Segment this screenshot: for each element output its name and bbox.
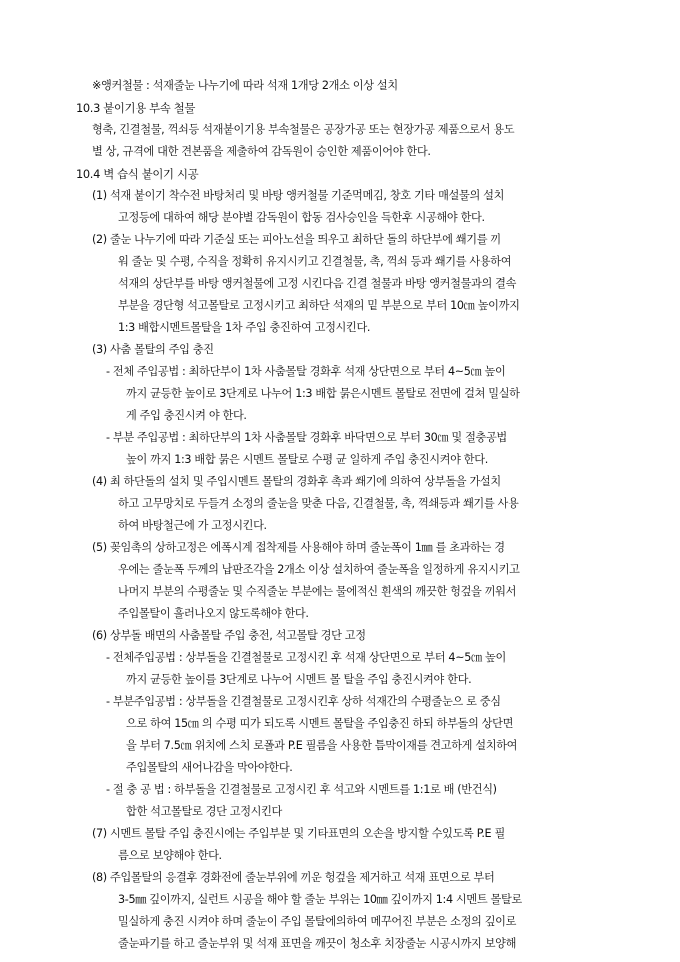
paragraph-line: 별 상, 규격에 대한 견본품을 제출하여 감독원이 승인한 제품이어야 한다. — [92, 145, 431, 158]
item-2-line: 워 줄눈 및 수평, 수직을 정확히 유지시키고 긴결철물, 촉, 꺽쇠 등과 쐐기를 사용하여 — [118, 255, 512, 268]
item-2-line: 1:3 배합시멘트몰탈을 1차 주입 충진하여 고정시킨다. — [118, 321, 371, 334]
item-4-line: 하고 고무망치로 두들겨 소정의 줄눈을 맞춘 다음, 긴결철물, 촉, 꺽쇄등과 쐐기를 사용 — [118, 497, 519, 510]
item-2-line: 부분을 경단형 석고몰탈로 고정시키고 최하단 석재의 밑 부분으로 부터 10㎝ 높이까지 — [118, 299, 520, 312]
section-heading-10-3: 10.3 붙이기용 부속 철물 — [76, 101, 196, 115]
item-6-bullet-line: 까지 균등한 높이를 3단계로 나누어 시멘트 몰 탈을 주입 충진시켜야 한다. — [126, 673, 472, 686]
item-3-bullet-line: 게 주입 충진시켜 야 한다. — [126, 409, 247, 422]
item-1-line: (1) 석재 붙이기 착수전 바탕처리 및 바탕 앵커철물 기준먹메김, 창호 기타 매설물의 설치 — [92, 189, 505, 202]
item-5-line: 우에는 줄눈폭 두께의 납판조각을 2개소 이상 설치하여 줄눈폭을 일정하게 유지시키고 — [118, 563, 520, 576]
item-6-bullet-line: 합한 석고몰탈로 경단 고정시킨다 — [126, 805, 283, 818]
item-8-line: 줄눈파기를 하고 줄눈부위 및 석재 표면을 깨끗이 청소후 치장줄눈 시공시까지 보양해 — [118, 937, 517, 950]
item-5-line: 주입몰탈이 흘러나오지 않도록해야 한다. — [118, 607, 309, 620]
item-6-line: (6) 상부돌 배면의 사춤몰탈 주입 충전, 석고몰탈 경단 고정 — [92, 629, 366, 642]
item-2-line: (2) 줄눈 나누기에 따라 기준실 또는 피아노선을 띄우고 최하단 돌의 하단부에 쐐기를 끼 — [92, 233, 501, 246]
section-heading-10-4: 10.4 벽 습식 붙이기 시공 — [76, 167, 199, 181]
item-3-bullet-line: 높이 까지 1:3 배합 묽은 시멘트 몰탈로 수평 균 일하게 주입 충진시켜야 한다. — [126, 453, 488, 466]
item-3-bullet-line: - 부분 주입공법 : 최하단부의 1차 사춤몰탈 경화후 바닥면으로 부터 30㎝ 및 절충공법 — [106, 431, 507, 444]
item-6-bullet-line: 을 부터 7.5㎝ 위치에 스치 로폴과 P.E 필름을 사용한 틈막이재를 견고하게 설치하여 — [126, 739, 518, 752]
item-7-line: (7) 시멘트 몰탈 주입 충진시에는 주입부분 및 기타표면의 오손을 방지할 수있도록 P.E 필 — [92, 827, 505, 840]
item-7-line: 름으로 보양해야 한다. — [118, 849, 222, 862]
item-3-line: (3) 사춤 몰탈의 주입 충진 — [92, 343, 214, 356]
item-8-line: 3-5㎜ 깊이까지, 실런트 시공을 해야 할 줄눈 부위는 10㎜ 깊이까지 1:4 시멘트 몰탈로 — [118, 893, 522, 906]
item-6-bullet-line: 주입몰탈의 새어나감을 막아야한다. — [126, 761, 293, 774]
item-5-line: 나머지 부분의 수평줄눈 및 수직줄눈 부분에는 물에적신 흰색의 깨끗한 헝겊을 끼워서 — [118, 585, 517, 598]
item-3-bullet-line: 까지 균등한 높이로 3단계로 나누어 1:3 배합 묽은시멘트 몰탈로 전면에 걸쳐 밀실하 — [126, 387, 520, 400]
item-6-bullet-line: - 부분주입공법 : 상부돌을 긴결철물로 고정시킨후 상하 석재간의 수평줄눈으 로 중심 — [106, 695, 501, 708]
item-8-line: 밀실하게 충진 시켜야 하며 줄눈이 주입 몰탈에의하여 메꾸어진 부분은 소정의 깊이로 — [118, 915, 517, 928]
item-8-line: (8) 주입몰탈의 응결후 경화전에 줄눈부위에 끼운 헝겊을 제거하고 석재 표면으로 부터 — [92, 871, 495, 884]
item-4-line: (4) 최 하단돌의 설치 및 주입시멘트 몰탈의 경화후 촉과 쐐기에 의하여 상부돌을 가설치 — [92, 475, 501, 488]
item-3-bullet-line: - 전체 주입공법 : 최하단부이 1차 사춤몰탈 경화후 석재 상단면으로 부터 4~5㎝ 높이 — [106, 365, 506, 378]
anchor-note: ※앵커철물 : 석재줄눈 나누기에 따라 석재 1개당 2개소 이상 설치 — [92, 79, 398, 92]
item-4-line: 하여 바탕철근에 가 고정시킨다. — [118, 519, 267, 532]
item-6-bullet-line: - 절 충 공 법 : 하부돌을 긴결철물로 고정시킨 후 석고와 시멘트를 1:1로 배 (반건식) — [106, 783, 497, 796]
item-2-line: 석재의 상단부를 바탕 앵커철물에 고정 시킨다음 긴결 철물과 바탕 앵커철물과의 결속 — [118, 277, 517, 290]
item-6-bullet-line: - 전체주입공법 : 상부돌을 긴결철물로 고정시킨 후 석재 상단면으로 부터 4~5㎝ 높이 — [106, 651, 506, 664]
item-5-line: (5) 꽂임촉의 상하고정은 에폭시계 접착제를 사용해야 하며 줄눈폭이 1㎜ 를 초과하는 경 — [92, 541, 505, 554]
item-6-bullet-line: 으로 하여 15㎝ 의 수평 띠가 되도록 시멘트 몰탈을 주입충진 하되 하부돌의 상단면 — [126, 717, 514, 730]
item-1-line: 고정등에 대하여 해당 분야별 감독원이 합동 검사승인을 득한후 시공해야 한다. — [118, 211, 485, 224]
paragraph-line: 형축, 긴결철물, 꺽쇠등 석재붙이기용 부속철물은 공장가공 또는 현장가공 제품으로서 용도 — [92, 123, 515, 136]
